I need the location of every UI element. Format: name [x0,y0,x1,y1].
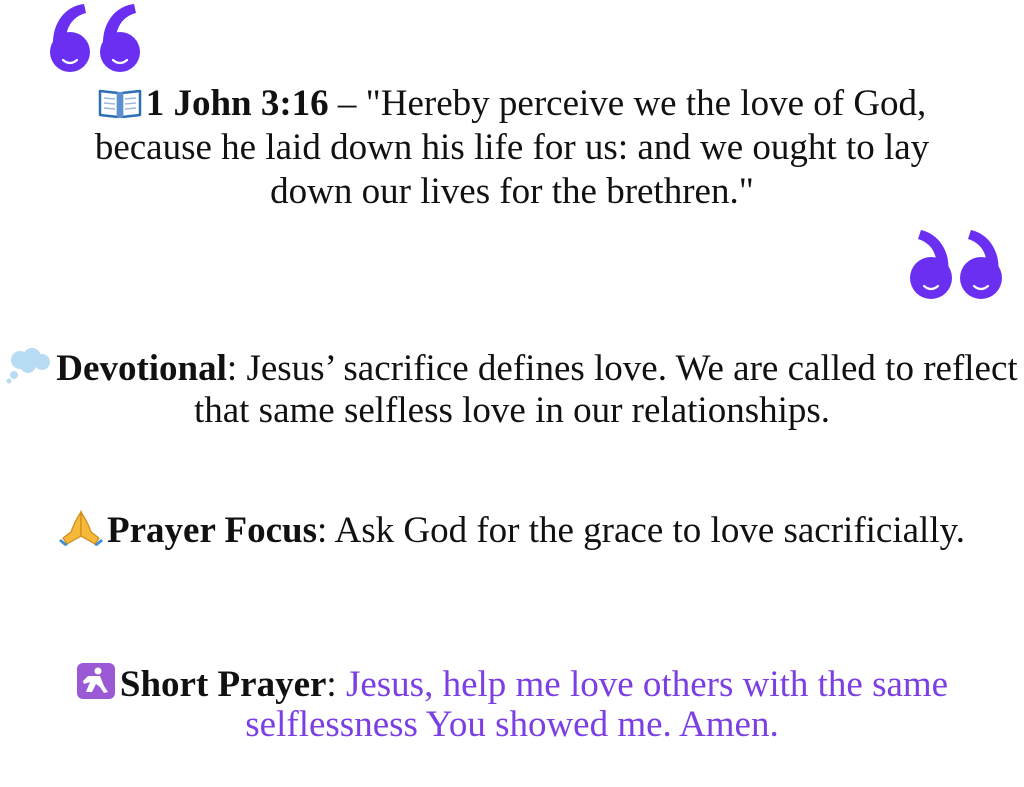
prayer-focus-label: Prayer Focus [107,510,317,551]
verse-text: "Hereby perceive we the love of God, because he laid down his life for us: and we ought to lay down our lives for the brethren." [94,83,930,212]
place-of-worship-icon [76,662,116,700]
devotional-block [0,348,1024,432]
thought-bubble-icon [6,348,52,384]
prayer-focus-separator: : [316,510,335,551]
verse-reference: 1 John 3:16 [145,83,329,124]
praying-hands-icon [59,508,103,546]
short-prayer-block [0,662,1024,745]
right-double-quote-icon [905,224,1005,306]
open-book-icon [98,87,142,119]
verse-separator: – [328,83,366,124]
prayer-focus-text: Ask God for the grace to love sacrificially. [334,510,965,551]
devotional-text: Jesus’ sacrifice defines love. We are called to reflect that same selfless love in our relationships. [193,348,1018,431]
left-double-quote-icon [46,0,146,82]
prayer-focus-block [0,508,1024,552]
verse-block [0,82,1024,214]
devotional-separator: : [226,348,247,389]
devotional-label: Devotional [56,348,227,389]
short-prayer-separator: : [326,664,346,705]
short-prayer-label: Short Prayer [119,664,327,705]
short-prayer-text: Jesus, help me love others with the same selflessness You showed me. Amen. [245,664,949,745]
